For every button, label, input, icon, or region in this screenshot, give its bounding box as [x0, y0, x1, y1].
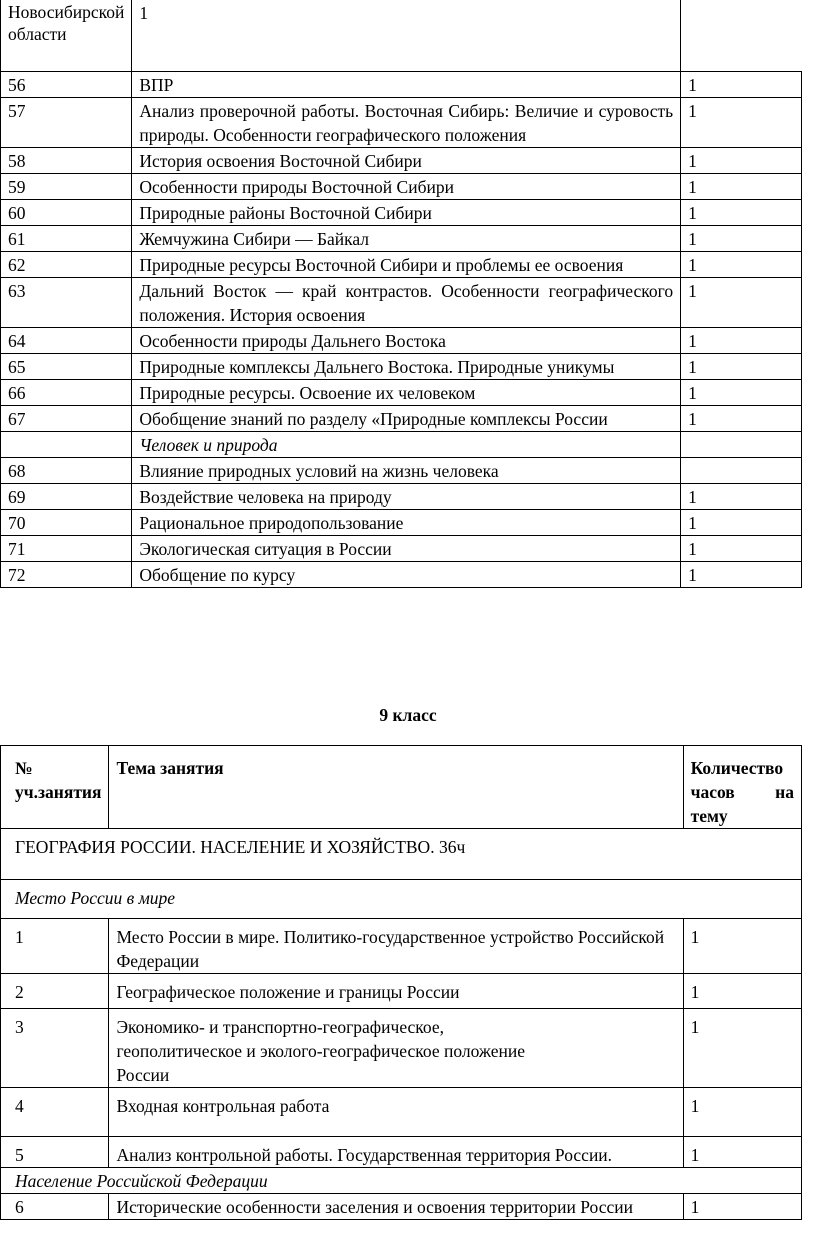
table-row	[1, 174, 802, 200]
section-title: Население Российской Федерации	[1, 1168, 802, 1194]
lesson-number: 2	[1, 974, 109, 1009]
lesson-hours: 1	[683, 919, 801, 974]
lesson-number: 69	[1, 484, 132, 510]
table-row	[1, 200, 802, 226]
table-row	[1, 536, 802, 562]
lesson-number: 1	[1, 919, 109, 974]
lessons-table-grade9	[0, 745, 802, 1220]
section-row	[1, 1168, 802, 1194]
lesson-topic: Влияние природных условий на жизнь человека	[132, 458, 681, 484]
table-row	[1, 1137, 802, 1168]
lesson-number: 62	[1, 252, 132, 278]
lesson-number: 5	[1, 1137, 109, 1168]
lesson-number: 66	[1, 380, 132, 406]
lesson-hours: 1	[683, 1009, 801, 1088]
lesson-hours	[681, 458, 802, 484]
table-row	[1, 354, 802, 380]
lesson-hours: 1	[681, 226, 802, 252]
table-row	[1, 406, 802, 432]
lesson-hours: 1	[683, 1137, 801, 1168]
lesson-topic: Природные комплексы Дальнего Востока. Природные уникумы	[132, 354, 681, 380]
lesson-topic: Обобщение знаний по разделу «Природные комплексы России	[132, 406, 681, 432]
lesson-number: 64	[1, 328, 132, 354]
table-row	[1, 278, 802, 328]
lesson-topic: Воздействие человека на природу	[132, 484, 681, 510]
lesson-hours: 1	[683, 1088, 801, 1137]
section-title: Человек и природа	[132, 432, 681, 458]
lesson-hours: 1	[681, 98, 802, 148]
region-cell: Новосибирской области	[1, 0, 132, 72]
lesson-hours: 1	[681, 354, 802, 380]
lesson-hours: 1	[681, 380, 802, 406]
lesson-hours: 1	[681, 72, 802, 98]
lesson-topic: Природные районы Восточной Сибири	[132, 200, 681, 226]
lesson-hours: 1	[681, 278, 802, 328]
lesson-hours: 1	[683, 1194, 801, 1220]
section-row	[1, 432, 802, 458]
empty-cell	[1, 432, 132, 458]
table-header-row	[1, 746, 802, 829]
lesson-topic: Особенности природы Восточной Сибири	[132, 174, 681, 200]
lesson-topic: Жемчужина Сибири — Байкал	[132, 226, 681, 252]
lesson-hours: 1	[681, 328, 802, 354]
table-row	[1, 484, 802, 510]
lesson-hours: 1	[681, 536, 802, 562]
region-value-cell: 1	[132, 0, 681, 72]
lesson-topic: ВПР	[132, 72, 681, 98]
table-row	[1, 562, 802, 588]
lesson-topic: Экологическая ситуация в России	[132, 536, 681, 562]
table-row	[1, 0, 802, 72]
lesson-topic: Особенности природы Дальнего Востока	[132, 328, 681, 354]
lessons-table-grade8	[0, 0, 802, 588]
lesson-topic: Обобщение по курсу	[132, 562, 681, 588]
lesson-number: 59	[1, 174, 132, 200]
lesson-number: 61	[1, 226, 132, 252]
lesson-hours: 1	[681, 148, 802, 174]
lesson-topic: Анализ проверочной работы. Восточная Сибирь: Величие и суровость природы. Особенности географического положения	[132, 98, 681, 148]
table-row	[1, 380, 802, 406]
table-row	[1, 98, 802, 148]
lesson-number: 60	[1, 200, 132, 226]
lesson-number: 72	[1, 562, 132, 588]
lesson-number: 58	[1, 148, 132, 174]
lesson-number: 6	[1, 1194, 109, 1220]
lesson-number: 67	[1, 406, 132, 432]
section-row	[1, 880, 802, 919]
empty-cell	[681, 432, 802, 458]
lesson-hours: 1	[681, 484, 802, 510]
lesson-number: 71	[1, 536, 132, 562]
table-row	[1, 148, 802, 174]
lesson-topic: Входная контрольная работа	[109, 1088, 683, 1137]
lesson-number: 70	[1, 510, 132, 536]
grade-title: 9 класс	[379, 705, 437, 725]
lesson-number: 4	[1, 1088, 109, 1137]
course-title: ГЕОГРАФИЯ РОССИИ. НАСЕЛЕНИЕ И ХОЗЯЙСТВО. 36ч	[1, 829, 802, 880]
lesson-number: 63	[1, 278, 132, 328]
header-hours: Количество часов на тему	[683, 746, 801, 829]
lesson-topic: Исторические особенности заселения и освоения территории России	[109, 1194, 683, 1220]
lesson-hours: 1	[681, 200, 802, 226]
lesson-number: 3	[1, 1009, 109, 1088]
lesson-number: 56	[1, 72, 132, 98]
lesson-hours: 1	[681, 510, 802, 536]
table-row	[1, 458, 802, 484]
lesson-topic: Анализ контрольной работы. Государственная территория России.	[109, 1137, 683, 1168]
lesson-number: 57	[1, 98, 132, 148]
lesson-hours: 1	[681, 562, 802, 588]
lesson-hours: 1	[681, 406, 802, 432]
table-row	[1, 1009, 802, 1088]
lesson-topic: История освоения Восточной Сибири	[132, 148, 681, 174]
table-row	[1, 72, 802, 98]
empty-cell	[681, 0, 802, 72]
table-row	[1, 919, 802, 974]
lesson-number: 68	[1, 458, 132, 484]
lesson-topic: Дальний Восток — край контрастов. Особенности географического положения. История освоения	[132, 278, 681, 328]
lesson-number: 65	[1, 354, 132, 380]
lesson-topic: Природные ресурсы Восточной Сибири и проблемы ее освоения	[132, 252, 681, 278]
course-row	[1, 829, 802, 880]
table-row	[1, 510, 802, 536]
lesson-topic: Место России в мире. Политико-государственное устройство Российской Федерации	[109, 919, 683, 974]
lesson-hours: 1	[681, 252, 802, 278]
lesson-topic: Географическое положение и границы России	[109, 974, 683, 1009]
header-number: № уч.занятия	[1, 746, 109, 829]
table-row	[1, 1194, 802, 1220]
lesson-topic: Природные ресурсы. Освоение их человеком	[132, 380, 681, 406]
table-row	[1, 1088, 802, 1137]
table-row	[1, 226, 802, 252]
section-title: Место России в мире	[1, 880, 802, 919]
table-row	[1, 252, 802, 278]
lesson-topic: Рациональное природопользование	[132, 510, 681, 536]
header-topic: Тема занятия	[109, 746, 683, 829]
lesson-hours: 1	[681, 174, 802, 200]
table-row	[1, 328, 802, 354]
lesson-hours: 1	[683, 974, 801, 1009]
table-row	[1, 974, 802, 1009]
lesson-topic: Экономико- и транспортно-географическое, геополитическое и эколого-географическое положение России	[109, 1009, 683, 1088]
